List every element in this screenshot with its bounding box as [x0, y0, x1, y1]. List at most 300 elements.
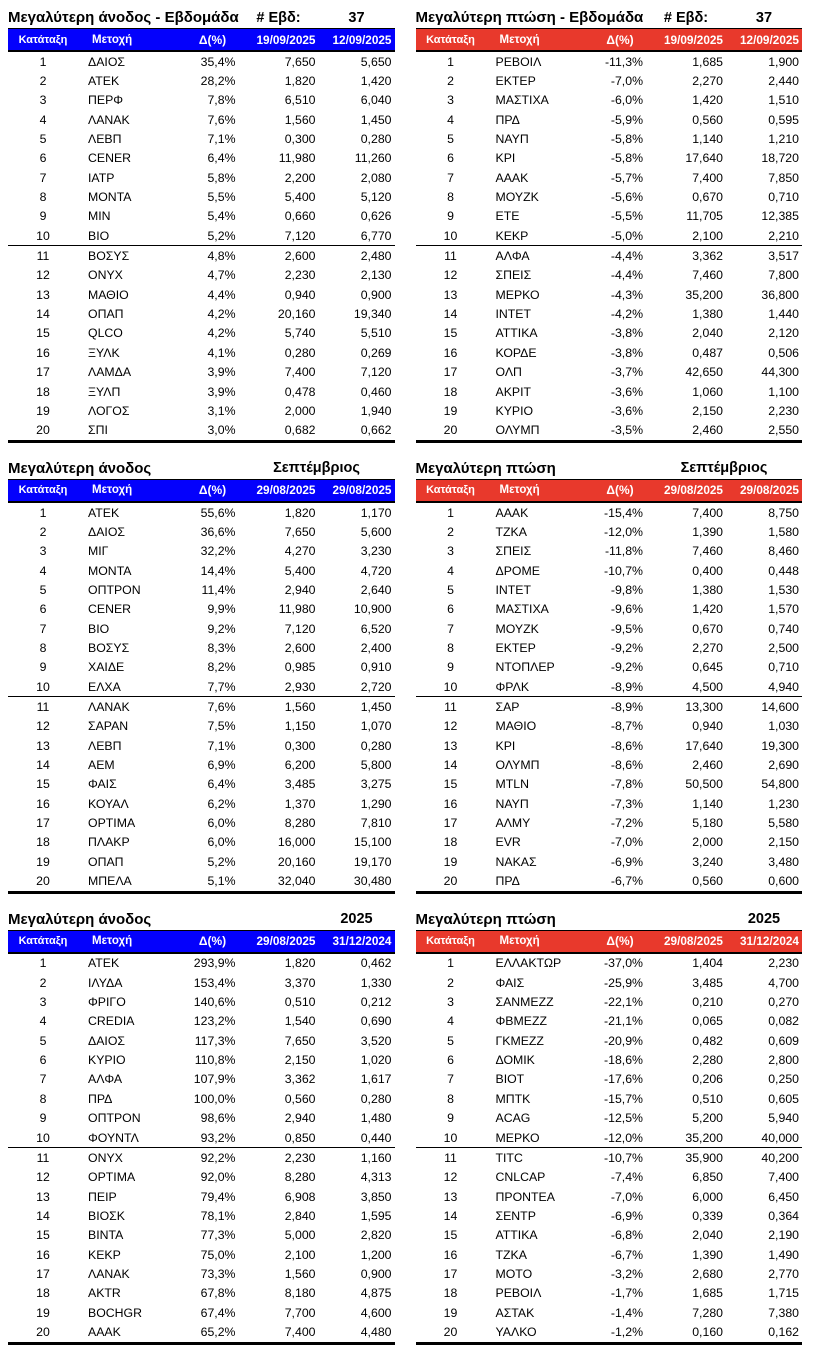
column-header: Μετοχή — [92, 935, 133, 948]
price-previous: 11,260 — [354, 151, 392, 166]
rank: 9 — [39, 209, 47, 224]
rank: 3 — [39, 544, 47, 559]
table-row — [416, 168, 803, 187]
price-current: 5,400 — [284, 190, 316, 205]
table-row — [8, 580, 395, 599]
table-row — [8, 813, 395, 832]
price-previous: 0,440 — [360, 1130, 392, 1145]
change-pct: -1,7% — [610, 1286, 643, 1301]
ticker: MTLN — [495, 777, 529, 792]
change-pct: 9,2% — [207, 621, 236, 636]
price-current: 0,682 — [284, 423, 316, 438]
ticker: ΦΑΙΣ — [495, 975, 525, 990]
ticker: ΕΛΧΑ — [88, 679, 121, 694]
price-previous: 1,030 — [768, 719, 799, 734]
price-previous: 2,120 — [768, 326, 799, 341]
price-current: 35,900 — [685, 1150, 723, 1165]
change-pct: -9,5% — [610, 621, 643, 636]
change-pct: -8,6% — [610, 758, 643, 773]
rank: 15 — [443, 326, 458, 341]
price-current: 2,100 — [692, 228, 723, 243]
table-row — [8, 871, 395, 890]
ticker: ΛΑΜΔΑ — [88, 365, 132, 380]
price-previous: 44,300 — [761, 365, 799, 380]
table-row — [416, 91, 803, 110]
rank: 2 — [447, 524, 454, 539]
rank: 13 — [443, 287, 458, 302]
price-current: 17,640 — [685, 151, 723, 166]
table-body — [8, 52, 395, 443]
price-previous: 0,462 — [360, 956, 392, 971]
ticker: ΙΝΤΕΤ — [495, 307, 532, 322]
change-pct: -3,6% — [610, 403, 643, 418]
change-pct: -7,3% — [610, 796, 643, 811]
rank: 20 — [443, 1324, 458, 1339]
price-previous: 1,450 — [360, 699, 392, 714]
table-period-label: 37 — [755, 9, 773, 26]
rank: 5 — [39, 1033, 47, 1048]
ticker: ΑΕΜ — [88, 758, 115, 773]
change-pct: 4,4% — [207, 287, 236, 302]
rank: 2 — [39, 74, 47, 89]
rank: 17 — [36, 365, 50, 380]
column-header: Κατάταξη — [18, 33, 68, 46]
price-previous: 0,082 — [768, 1014, 799, 1029]
ticker: ΚΥΡΙΟ — [495, 403, 534, 418]
price-previous: 40,000 — [761, 1130, 799, 1145]
rank: 16 — [443, 796, 458, 811]
change-pct: 67,8% — [200, 1286, 236, 1301]
table-row — [8, 658, 395, 677]
ticker: ΑΤΕΚ — [88, 956, 120, 971]
table-row — [8, 266, 395, 285]
ticker: ΥΑΛΚΟ — [495, 1324, 537, 1339]
rank: 12 — [443, 1170, 458, 1185]
rank: 7 — [447, 170, 454, 185]
change-pct: -3,2% — [610, 1266, 643, 1281]
price-current: 2,040 — [692, 1228, 723, 1243]
table-row — [416, 561, 803, 580]
price-previous: 6,520 — [360, 621, 392, 636]
ticker: ΧΑΙΔΕ — [88, 660, 125, 675]
change-pct: -9,8% — [610, 582, 643, 597]
price-current: 2,600 — [284, 249, 316, 264]
ticker: ΛΕΒΠ — [88, 738, 122, 753]
change-pct: -5,7% — [610, 170, 643, 185]
table-row — [416, 638, 803, 657]
change-pct: -12,0% — [604, 524, 643, 539]
rank: 6 — [447, 151, 454, 166]
table-row — [416, 149, 803, 168]
table-title: Μεγαλύτερη πτώση - Εβδομάδα — [415, 9, 644, 26]
price-previous: 40,200 — [761, 1150, 799, 1165]
change-pct: 293,9% — [193, 956, 236, 971]
price-previous: 14,600 — [761, 699, 799, 714]
change-pct: -3,6% — [610, 384, 643, 399]
table-period-label: 37 — [348, 9, 365, 26]
ticker: ONYX — [88, 1150, 123, 1165]
price-current: 7,460 — [692, 544, 723, 559]
rank: 16 — [36, 796, 50, 811]
change-pct: -18,6% — [604, 1053, 643, 1068]
column-header: Δ(%) — [198, 934, 227, 949]
change-pct: 79,4% — [200, 1189, 236, 1204]
change-pct: 3,0% — [207, 423, 236, 438]
rank: 19 — [36, 854, 50, 869]
price-previous: 1,715 — [768, 1286, 799, 1301]
change-pct: 7,5% — [207, 719, 236, 734]
column-header: Δ(%) — [606, 483, 634, 498]
table-row — [8, 561, 395, 580]
column-header: Μετοχή — [499, 935, 540, 948]
table-row — [416, 619, 803, 638]
rank: 18 — [36, 384, 50, 399]
price-previous: 2,820 — [360, 1228, 392, 1243]
change-pct: 35,4% — [200, 54, 236, 69]
change-pct: 8,2% — [207, 660, 236, 675]
table-row — [416, 1012, 803, 1031]
price-current: 2,930 — [284, 679, 316, 694]
ticker: ΡΕΒΟΙΛ — [495, 54, 542, 69]
change-pct: -6,8% — [610, 1228, 643, 1243]
rank: 14 — [443, 758, 458, 773]
ticker: ΜΕΡΚΟ — [495, 287, 540, 302]
rank: 7 — [447, 1072, 454, 1087]
change-pct: -6,9% — [610, 1208, 643, 1223]
price-previous: 2,210 — [768, 228, 799, 243]
rank: 8 — [39, 190, 47, 205]
rank: 3 — [447, 544, 454, 559]
price-previous: 4,600 — [360, 1305, 392, 1320]
ticker: ΛΑΝΑΚ — [88, 699, 130, 714]
table-row — [8, 226, 395, 246]
ticker: ΠΡΔ — [495, 112, 520, 127]
price-current: 1,060 — [692, 384, 723, 399]
rank: 2 — [447, 975, 454, 990]
column-header: 29/08/2025 — [256, 483, 316, 498]
table-title-row — [8, 909, 395, 931]
change-pct: 6,4% — [207, 777, 236, 792]
table-row — [8, 1264, 395, 1283]
table-body — [416, 52, 803, 443]
change-pct: 9,9% — [207, 602, 236, 617]
price-previous: 5,800 — [360, 758, 392, 773]
table-row — [416, 401, 803, 420]
change-pct: 5,2% — [207, 228, 236, 243]
price-current: 3,362 — [284, 1072, 316, 1087]
ticker: ΑΑΑΚ — [495, 170, 529, 185]
table-row — [416, 1031, 803, 1050]
price-previous: 2,080 — [360, 170, 392, 185]
price-previous: 5,510 — [360, 326, 392, 341]
change-pct: -5,6% — [610, 190, 643, 205]
ticker: ΑΑΑΚ — [88, 1324, 121, 1339]
price-previous: 2,190 — [768, 1228, 799, 1243]
rank: 16 — [443, 345, 458, 360]
table-row — [8, 207, 395, 226]
table-row — [416, 1070, 803, 1089]
rank: 18 — [443, 384, 458, 399]
price-previous: 0,595 — [768, 112, 799, 127]
change-pct: 93,2% — [200, 1130, 236, 1145]
change-pct: 123,2% — [193, 1014, 236, 1029]
price-current: 2,000 — [284, 403, 316, 418]
price-current: 1,560 — [284, 1266, 316, 1281]
table-row — [416, 382, 803, 401]
price-previous: 0,269 — [360, 345, 392, 360]
ticker: ΑΣΤΑΚ — [495, 1305, 535, 1320]
table-row — [416, 246, 803, 265]
change-pct: 4,7% — [207, 268, 236, 283]
ticker: ΣΠΕΙΣ — [495, 268, 532, 283]
price-previous: 4,940 — [768, 679, 799, 694]
price-previous: 6,450 — [768, 1189, 799, 1204]
price-current: 0,560 — [284, 1091, 316, 1106]
price-previous: 1,570 — [768, 602, 799, 617]
price-current: 42,650 — [685, 365, 723, 380]
price-previous: 6,040 — [360, 93, 392, 108]
rank: 6 — [39, 1053, 47, 1068]
price-previous: 4,720 — [360, 563, 392, 578]
rank: 15 — [36, 777, 50, 792]
ticker: ΚΡΙ — [495, 151, 516, 166]
price-current: 2,040 — [692, 326, 723, 341]
table-row — [416, 285, 803, 304]
change-pct: -8,9% — [610, 699, 643, 714]
table-title: Μεγαλύτερη πτώση — [415, 459, 556, 477]
change-pct: 7,6% — [207, 699, 236, 714]
rank: 5 — [447, 582, 454, 597]
table-period-label: 2025 — [340, 911, 373, 928]
column-header: 29/08/2025 — [739, 483, 799, 498]
price-previous: 1,450 — [360, 112, 392, 127]
price-current: 2,230 — [284, 268, 316, 283]
change-pct: 5,1% — [207, 874, 236, 889]
table-row — [416, 775, 803, 794]
change-pct: -5,9% — [610, 112, 643, 127]
price-current: 1,560 — [284, 699, 316, 714]
ticker: ΜΠΕΛΑ — [88, 874, 132, 889]
price-current: 5,400 — [284, 563, 316, 578]
table-row — [416, 1264, 803, 1283]
change-pct: 140,6% — [193, 995, 236, 1010]
price-previous: 15,100 — [353, 835, 392, 850]
price-previous: 4,700 — [768, 975, 799, 990]
table-row — [416, 226, 803, 246]
price-previous: 1,530 — [768, 582, 799, 597]
change-pct: 55,6% — [200, 505, 236, 520]
change-pct: 7,7% — [207, 679, 236, 694]
table-row — [8, 1070, 395, 1089]
price-current: 16,000 — [277, 835, 316, 850]
price-current: 0,210 — [692, 995, 723, 1010]
price-previous: 1,200 — [360, 1247, 392, 1262]
change-pct: 11,4% — [201, 582, 236, 597]
price-previous: 4,875 — [360, 1286, 392, 1301]
ticker: ΝΑΥΠ — [495, 796, 529, 811]
price-current: 5,180 — [692, 816, 723, 831]
rank: 18 — [36, 835, 50, 850]
ticker: ΠΕΡΦ — [88, 93, 124, 108]
column-header: 31/12/2024 — [332, 934, 392, 949]
column-header-row — [8, 931, 395, 954]
rank: 12 — [36, 719, 50, 734]
change-pct: 92,0% — [200, 1170, 236, 1185]
ticker: ΦΡΙΓΟ — [88, 995, 126, 1010]
price-previous: 1,420 — [360, 74, 392, 89]
price-current: 0,160 — [692, 1324, 723, 1339]
column-header: 31/12/2024 — [739, 934, 799, 949]
ticker: ΒΙΝΤΑ — [88, 1228, 124, 1243]
ticker: ΞΥΛΠ — [88, 384, 121, 399]
price-previous: 0,626 — [360, 209, 392, 224]
change-pct: 6,0% — [207, 835, 236, 850]
column-header: Κατάταξη — [18, 484, 68, 497]
table-row — [416, 992, 803, 1011]
table-row — [416, 658, 803, 677]
price-previous: 0,270 — [768, 995, 799, 1010]
rank: 15 — [443, 777, 458, 792]
price-previous: 1,290 — [360, 796, 392, 811]
rank: 5 — [447, 132, 454, 147]
column-header-row — [8, 480, 395, 503]
rank: 12 — [443, 719, 458, 734]
ticker: ΟΠΑΠ — [88, 307, 124, 322]
movers-table-ytd-gainers — [8, 909, 395, 1345]
ticker: ΑΚΡΙΤ — [495, 384, 532, 399]
table-row — [416, 852, 803, 871]
ticker: EVR — [495, 835, 521, 850]
rank: 9 — [39, 1111, 47, 1126]
rank: 20 — [36, 1324, 50, 1339]
price-previous: 1,900 — [768, 54, 799, 69]
rank: 6 — [447, 602, 454, 617]
change-pct: -6,7% — [610, 1247, 643, 1262]
ticker: ΔΟΜΙΚ — [495, 1053, 535, 1068]
table-row — [416, 266, 803, 285]
change-pct: 78,1% — [200, 1208, 236, 1223]
rank: 12 — [36, 1170, 50, 1185]
table-row — [416, 973, 803, 992]
ticker: ONYX — [88, 268, 123, 283]
ticker: ΜΑΘΙΟ — [88, 287, 129, 302]
rank: 9 — [447, 1111, 454, 1126]
change-pct: -4,3% — [610, 287, 643, 302]
price-previous: 5,580 — [768, 816, 799, 831]
rank: 3 — [39, 93, 47, 108]
price-current: 0,280 — [284, 345, 316, 360]
ticker: ΜΟΤΟ — [495, 1266, 533, 1281]
table-title: Μεγαλύτερη άνοδος — [8, 459, 152, 477]
ticker: ΑΛΦΑ — [495, 249, 530, 264]
table-row — [416, 600, 803, 619]
table-row — [416, 580, 803, 599]
ticker: TITC — [495, 1150, 523, 1165]
rank: 6 — [447, 1053, 454, 1068]
price-current: 2,270 — [692, 640, 723, 655]
price-current: 7,400 — [692, 170, 723, 185]
price-current: 1,140 — [692, 132, 723, 147]
ticker: ΠΡΟΝΤΕΑ — [495, 1189, 555, 1204]
price-current: 11,705 — [686, 209, 723, 224]
rank: 7 — [39, 621, 47, 636]
column-header: 29/08/2025 — [663, 934, 723, 949]
table-row — [416, 755, 803, 774]
price-current: 5,200 — [692, 1111, 723, 1126]
price-current: 3,370 — [284, 975, 316, 990]
ticker: ΠΡΔ — [88, 1091, 113, 1106]
price-previous: 0,900 — [360, 287, 392, 302]
price-current: 0,206 — [692, 1072, 723, 1087]
price-previous: 0,506 — [768, 345, 799, 360]
ticker: ΦΒΜΕΖΖ — [495, 1014, 547, 1029]
table-row — [416, 1206, 803, 1225]
rank: 19 — [36, 403, 50, 418]
rank: 15 — [443, 1228, 458, 1243]
rank: 15 — [36, 1228, 50, 1243]
price-current: 1,685 — [692, 1286, 723, 1301]
column-header: Δ(%) — [198, 32, 227, 47]
rank: 8 — [447, 1091, 454, 1106]
ticker: OPTIMA — [88, 1170, 136, 1185]
price-current: 7,120 — [284, 228, 316, 243]
price-current: 0,560 — [692, 874, 723, 889]
table-row — [8, 775, 395, 794]
table-row — [416, 1109, 803, 1128]
ticker: ΚΟΥΑΛ — [88, 796, 129, 811]
change-pct: -11,8% — [604, 544, 643, 559]
change-pct: -17,6% — [604, 1072, 643, 1087]
change-pct: -8,7% — [610, 719, 643, 734]
change-pct: -8,6% — [610, 738, 643, 753]
table-row — [416, 304, 803, 323]
rank: 1 — [447, 54, 454, 69]
table-row — [8, 343, 395, 362]
table-row — [8, 168, 395, 187]
table-row — [416, 363, 803, 382]
table-row — [8, 91, 395, 110]
price-previous: 3,275 — [360, 777, 392, 792]
price-current: 2,680 — [692, 1266, 723, 1281]
ticker: CENER — [88, 151, 132, 166]
change-pct: -11,3% — [604, 54, 643, 69]
rank: 9 — [39, 660, 47, 675]
price-previous: 5,120 — [360, 190, 392, 205]
price-current: 7,400 — [692, 505, 723, 520]
table-row — [416, 954, 803, 973]
table-row — [8, 304, 395, 323]
change-pct: -6,0% — [610, 93, 643, 108]
price-current: 0,670 — [692, 621, 723, 636]
rank: 2 — [39, 975, 47, 990]
table-title: Μεγαλύτερη άνοδος — [8, 910, 152, 928]
price-current: 2,840 — [284, 1208, 316, 1223]
price-previous: 5,940 — [768, 1111, 799, 1126]
table-row — [416, 717, 803, 736]
change-pct: 7,8% — [207, 93, 236, 108]
ticker: ΜΙΝ — [88, 209, 111, 224]
table-row — [416, 110, 803, 129]
change-pct: 5,5% — [207, 190, 236, 205]
price-current: 3,485 — [692, 975, 723, 990]
price-previous: 0,605 — [768, 1091, 799, 1106]
rank: 2 — [447, 74, 454, 89]
ticker: ΑΛΜΥ — [495, 816, 531, 831]
table-row — [416, 52, 803, 71]
change-pct: -3,5% — [610, 423, 643, 438]
change-pct: -15,4% — [604, 505, 643, 520]
table-row — [8, 1148, 395, 1167]
